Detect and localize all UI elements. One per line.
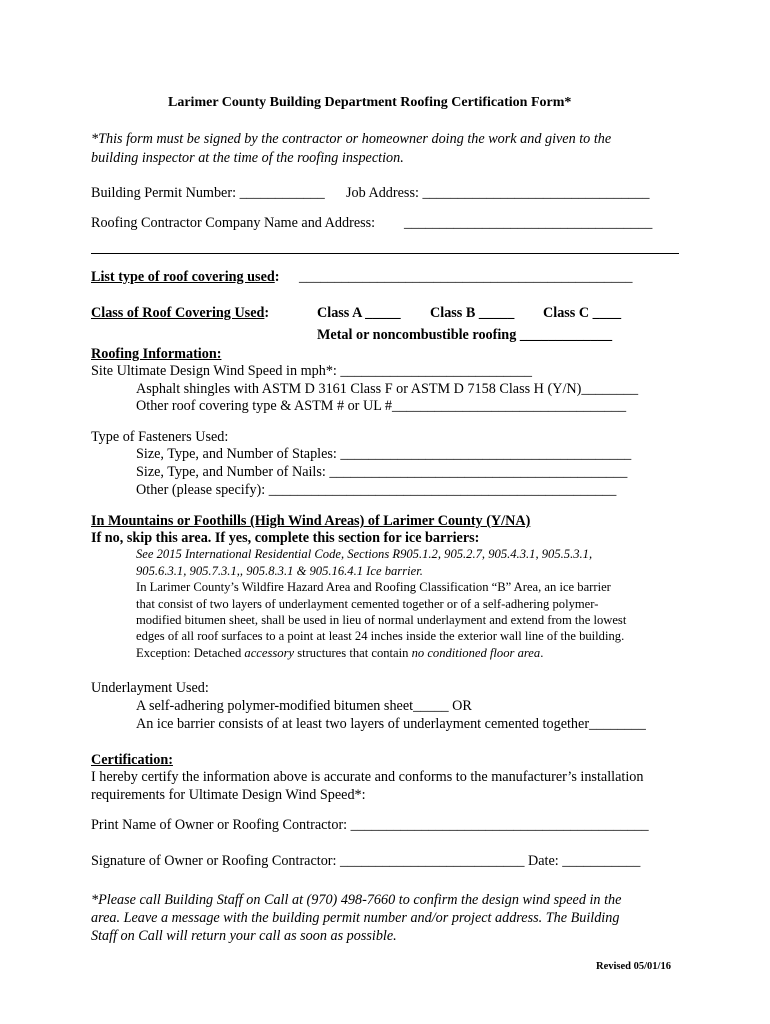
irc-reference-1: See 2015 International Residential Code, Sections R905.1.2, 905.2.7, 905.4.3.1, 905.5.3.1, — [136, 547, 593, 561]
ice-barrier-paragraph-2: that consist of two layers of underlayment cemented together or of a self-adhering polymer- — [136, 597, 599, 611]
certification-text-2: requirements for Ultimate Design Wind Speed*: — [91, 787, 366, 803]
class-b-field[interactable]: Class B _____ — [430, 305, 515, 321]
metal-roofing-field[interactable]: Metal or noncombustible roofing _____________ — [317, 327, 613, 343]
contractor-name-field[interactable]: ___________________________________ — [404, 215, 653, 231]
certification-heading: Certification: — [91, 752, 173, 768]
intro-line-2: building inspector at the time of the roofing inspection. — [91, 150, 404, 166]
roof-covering-field[interactable]: _______________________________________________ — [299, 269, 633, 285]
underlayment-option-1[interactable]: A self-adhering polymer-modified bitumen sheet_____ OR — [136, 698, 472, 714]
footer-note-1: *Please call Building Staff on Call at (970) 498-7660 to confirm the design wind speed in the — [91, 892, 622, 908]
building-permit-field[interactable]: Building Permit Number: ____________ — [91, 185, 325, 201]
roofing-info-heading: Roofing Information: — [91, 346, 222, 362]
roof-covering-colon: : — [274, 269, 280, 285]
underlayment-option-2[interactable]: An ice barrier consists of at least two layers of underlayment cemented together________ — [136, 716, 646, 732]
exception-accessory: accessory — [244, 646, 295, 660]
print-name-field[interactable]: Print Name of Owner or Roofing Contractor: __________________________________________ — [91, 817, 649, 833]
fastener-other-field[interactable]: Other (please specify): _________________________________________________ — [136, 482, 617, 498]
intro-line-1: *This form must be signed by the contractor or homeowner doing the work and given to the — [91, 131, 612, 147]
staples-field[interactable]: Size, Type, and Number of Staples: _________________________________________ — [136, 446, 632, 462]
nails-field[interactable]: Size, Type, and Number of Nails: __________________________________________ — [136, 464, 628, 480]
signature-date-field[interactable]: Signature of Owner or Roofing Contractor: __________________________ Date: ___________ — [91, 853, 641, 869]
revised-date: Revised 05/01/16 — [596, 961, 671, 972]
ice-barrier-paragraph-1: In Larimer County’s Wildfire Hazard Area and Roofing Classification “B” Area, an ice barrier — [136, 580, 611, 594]
underlayment-heading: Underlayment Used: — [91, 680, 209, 696]
exception-end: . — [540, 646, 544, 660]
contractor-name-label: Roofing Contractor Company Name and Address: — [91, 215, 376, 231]
roof-covering-label: List type of roof covering used — [91, 269, 275, 285]
job-address-field[interactable]: Job Address: ________________________________ — [346, 185, 650, 201]
class-a-field[interactable]: Class A _____ — [317, 305, 401, 321]
form-title: Larimer County Building Department Roofing Certification Form* — [168, 95, 572, 110]
other-roof-type-field[interactable]: Other roof covering type & ASTM # or UL #_________________________________ — [136, 398, 627, 414]
roof-class-row — [91, 304, 269, 322]
footer-note-2: area. Leave a message with the building permit number and/or project address. The Building — [91, 910, 620, 926]
fasteners-heading: Type of Fasteners Used: — [91, 429, 229, 445]
certification-text-1: I hereby certify the information above is accurate and conforms to the manufacturer’s installation — [91, 769, 644, 785]
exception-prefix: Exception: Detached — [136, 646, 245, 660]
high-wind-heading: In Mountains or Foothills (High Wind Areas) of Larimer County (Y/NA) — [91, 513, 531, 529]
exception-no-conditioned: no conditioned floor area — [411, 646, 541, 660]
footer-note-3: Staff on Call will return your call as soon as possible. — [91, 928, 397, 944]
high-wind-instruction: If no, skip this area. If yes, complete this section for ice barriers: — [91, 530, 480, 546]
irc-reference-2: 905.6.3.1, 905.7.3.1,, 905.8.3.1 & 905.16.4.1 Ice barrier. — [136, 564, 423, 578]
ice-barrier-paragraph-3: modified bitumen sheet, shall be used in lieu of normal underlayment and extend from the lowest — [136, 613, 627, 627]
roof-class-label: Class of Roof Covering Used — [91, 305, 265, 321]
contractor-address-line[interactable] — [91, 253, 679, 254]
asphalt-shingles-field[interactable]: Asphalt shingles with ASTM D 3161 Class F or ASTM D 7158 Class H (Y/N)________ — [136, 381, 639, 397]
roof-covering-row — [91, 268, 280, 286]
ice-barrier-paragraph-4: edges of all roof surfaces to a point at least 24 inches inside the exterior wall line of the building. — [136, 629, 625, 643]
class-c-field[interactable]: Class C ____ — [543, 305, 622, 321]
exception-note — [136, 645, 543, 661]
exception-middle: structures that contain — [294, 646, 412, 660]
roof-class-colon: : — [264, 305, 270, 321]
wind-speed-field[interactable]: Site Ultimate Design Wind Speed in mph*: ___________________________ — [91, 363, 532, 379]
